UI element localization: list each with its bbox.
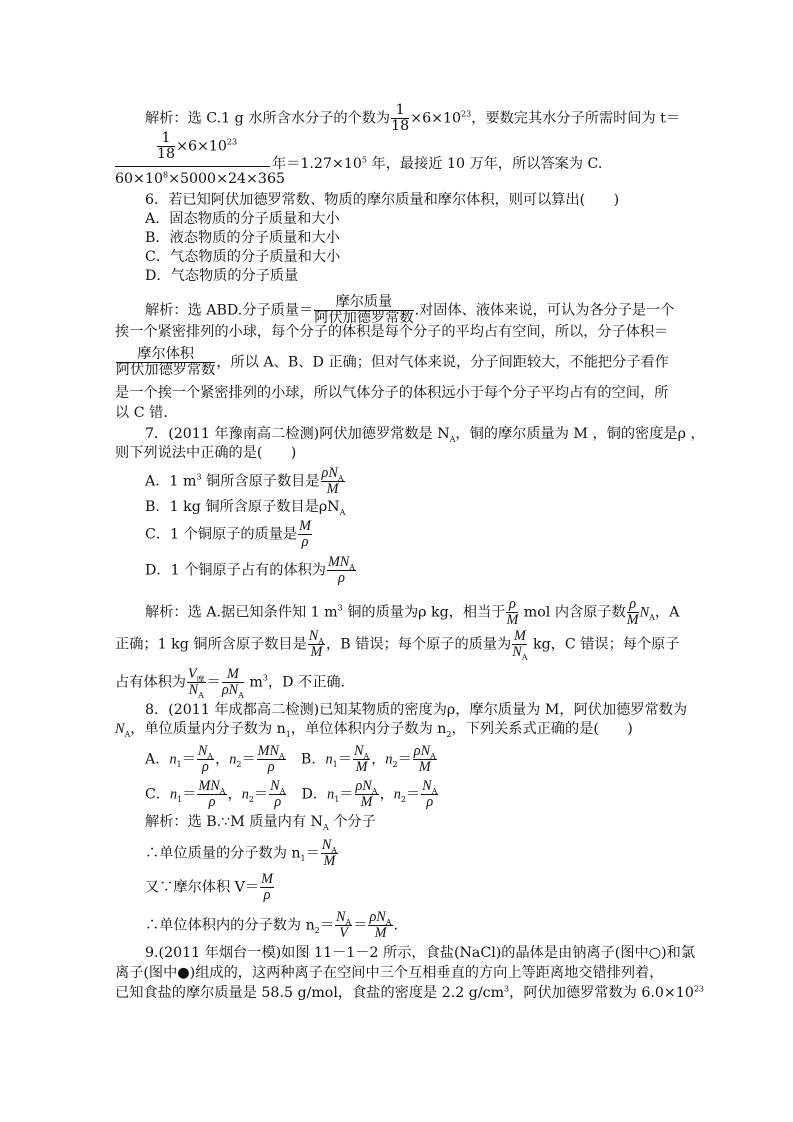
question-6-option-a: A．固态物质的分子质量和大小 xyxy=(145,211,340,227)
answer-8-line-1: 解析：选 B.∵M 质量内有 $N_A$ 个分子 xyxy=(145,814,376,832)
answer-6-line-4: 是一个挨一个紧密排列的小球，所以气体分子的体积远小于每个分子平均占有的空间，所 xyxy=(115,385,669,401)
question-7-option-d: D．1 个铜原子占有的体积为 $MN_A$ ρ xyxy=(145,554,356,586)
question-6-stem: 6．若已知阿伏加德罗常数、物质的摩尔质量和摩尔体积，则可以算出( ) xyxy=(145,192,620,208)
answer-5-line-1: 解析：选 C.1 g 水所含水分子的个数为 $\frac{1}{18}$ $\times 6\times 10^{23}$，要数完其水分子所需时间为 t＝ xyxy=(145,102,681,134)
answer-6-line-1: 解析：选 ABD.分子质量＝ 摩尔质量 阿伏加德罗常数 .对固体、液体来说，可认为各分子是一个 xyxy=(145,294,675,326)
answer-5-result: 年$=1.27\times 10^5$ 年，最接近 10 万年，所以答案为 C. xyxy=(272,155,603,172)
answer-5-fraction-denominator: $60\times 10^8\times 5000\times 24\times 365$ xyxy=(115,170,285,187)
question-7-option-c: C．1 个铜原子的质量是 $\frac{M}{\rho}$ xyxy=(145,518,311,550)
question-8-options-ab: A．$n_1=$ $\frac{N_A}{\rho}$ ，$n_2=$ $MN_A$ ρ B．$n_1=$ $\frac{N_A}{M}$ ，$n_2=$ $\rho N_A$ M xyxy=(145,743,436,775)
answer-8-line-4: ∴单位体积内的分子数为 $n_2=$ $\frac{N_A}{V}$ ＝ $\rho N_A$ M . xyxy=(145,909,399,941)
answer-5-fraction-bar xyxy=(115,166,270,167)
answer-8-line-2: ∴单位质量的分子数为 $n_1=$ $\frac{N_A}{M}$ xyxy=(145,837,338,869)
question-6-option-b: B．液态物质的分子质量和大小 xyxy=(145,230,340,246)
question-9-line-1: 9.(2011 年烟台一模)如图 11－1－2 所示，食盐(NaCl)的晶体是由钠离子(图中○)和氯 xyxy=(145,945,696,961)
question-9-line-2: 离子(图中●)组成的，这两种离子在空间中三个互相垂直的方向上等距离地交错排列着， xyxy=(115,965,664,981)
question-6-option-d: D．气态物质的分子质量 xyxy=(145,268,299,284)
answer-6-line-2: 挨一个紧密排列的小球，每个分子的体积是每个分子的平均占有空间，所以，分子体积＝ xyxy=(115,324,669,340)
question-7-line-1: 7．(2011 年豫南高二检测)阿伏加德罗常数是 $N_A$，铜的摩尔质量为 M ，铜的密度是ρ ， xyxy=(145,426,705,444)
question-8-options-cd: C．$n_1=$ $MN_A$ ρ ，$n_2=$ $\frac{N_A}{\rho}$ D．$n_1=$ $\rho N_A$ M ，$n_2=$ $\frac{N_A}{\rho}$ xyxy=(145,778,438,810)
answer-6-line-3: 摩尔体积 阿伏加德罗常数 ，所以 A、B、D 正确；但对气体来说，分子间距较大，不能把分子看作 xyxy=(116,346,669,378)
answer-7-line-2: 正确；1 kg 铜所含原子数目是 $\frac{N_A}{M}$ ，B 错误；每个原子的质量为 $\frac{M}{N_A}$ kg，C 错误；每个原子 xyxy=(115,628,680,662)
answer-7-line-1: 解析：选 A.据已知条件知 1 $m^3$ 铜的质量为ρ kg，相当于 $\frac{\rho}{M}$ mol 内含原子数 $\frac{\rho}{M}$ $N_A$，A xyxy=(145,596,680,628)
question-7-line-2: 则下列说法中正确的是( ) xyxy=(115,445,297,461)
question-6-option-c: C．气态物质的分子质量和大小 xyxy=(145,249,341,265)
question-9-line-3: 已知食盐的摩尔质量是 58.5 g/mol，食盐的密度是 2.2 $g/cm^3$，阿伏加德罗常数为 $6.0\times 10^{23}$ xyxy=(115,984,705,1001)
answer-5-fraction-numerator: $\frac{1}{18}$ $\times 6\times 10^{23}$ xyxy=(157,130,238,162)
answer-8-line-3: 又∵摩尔体积 V＝ $\frac{M}{\rho}$ xyxy=(145,871,273,903)
question-7-option-b: B．1 kg 铜所含原子数目是$\rho N_A$ xyxy=(145,499,346,517)
question-8-line-1: 8．(2011 年成都高二检测)已知某物质的密度为ρ，摩尔质量为 M，阿伏加德罗常数为 xyxy=(145,702,688,718)
answer-7-line-3: 占有体积为 $V_摩$ $N_A$ ＝ M $\rho N_A$ $m^3$，D 不正确． xyxy=(115,666,355,700)
question-7-option-a: A．1 $m^3$ 铜所含原子数目是 $\rho N_A$ M xyxy=(145,465,344,497)
question-8-line-2: $N_A$，单位质量内分子数为 $n_1$，单位体积内分子数为 $n_2$，下列关系式正确的是( ) xyxy=(115,721,633,739)
answer-6-line-5: 以 C 错． xyxy=(115,405,178,421)
